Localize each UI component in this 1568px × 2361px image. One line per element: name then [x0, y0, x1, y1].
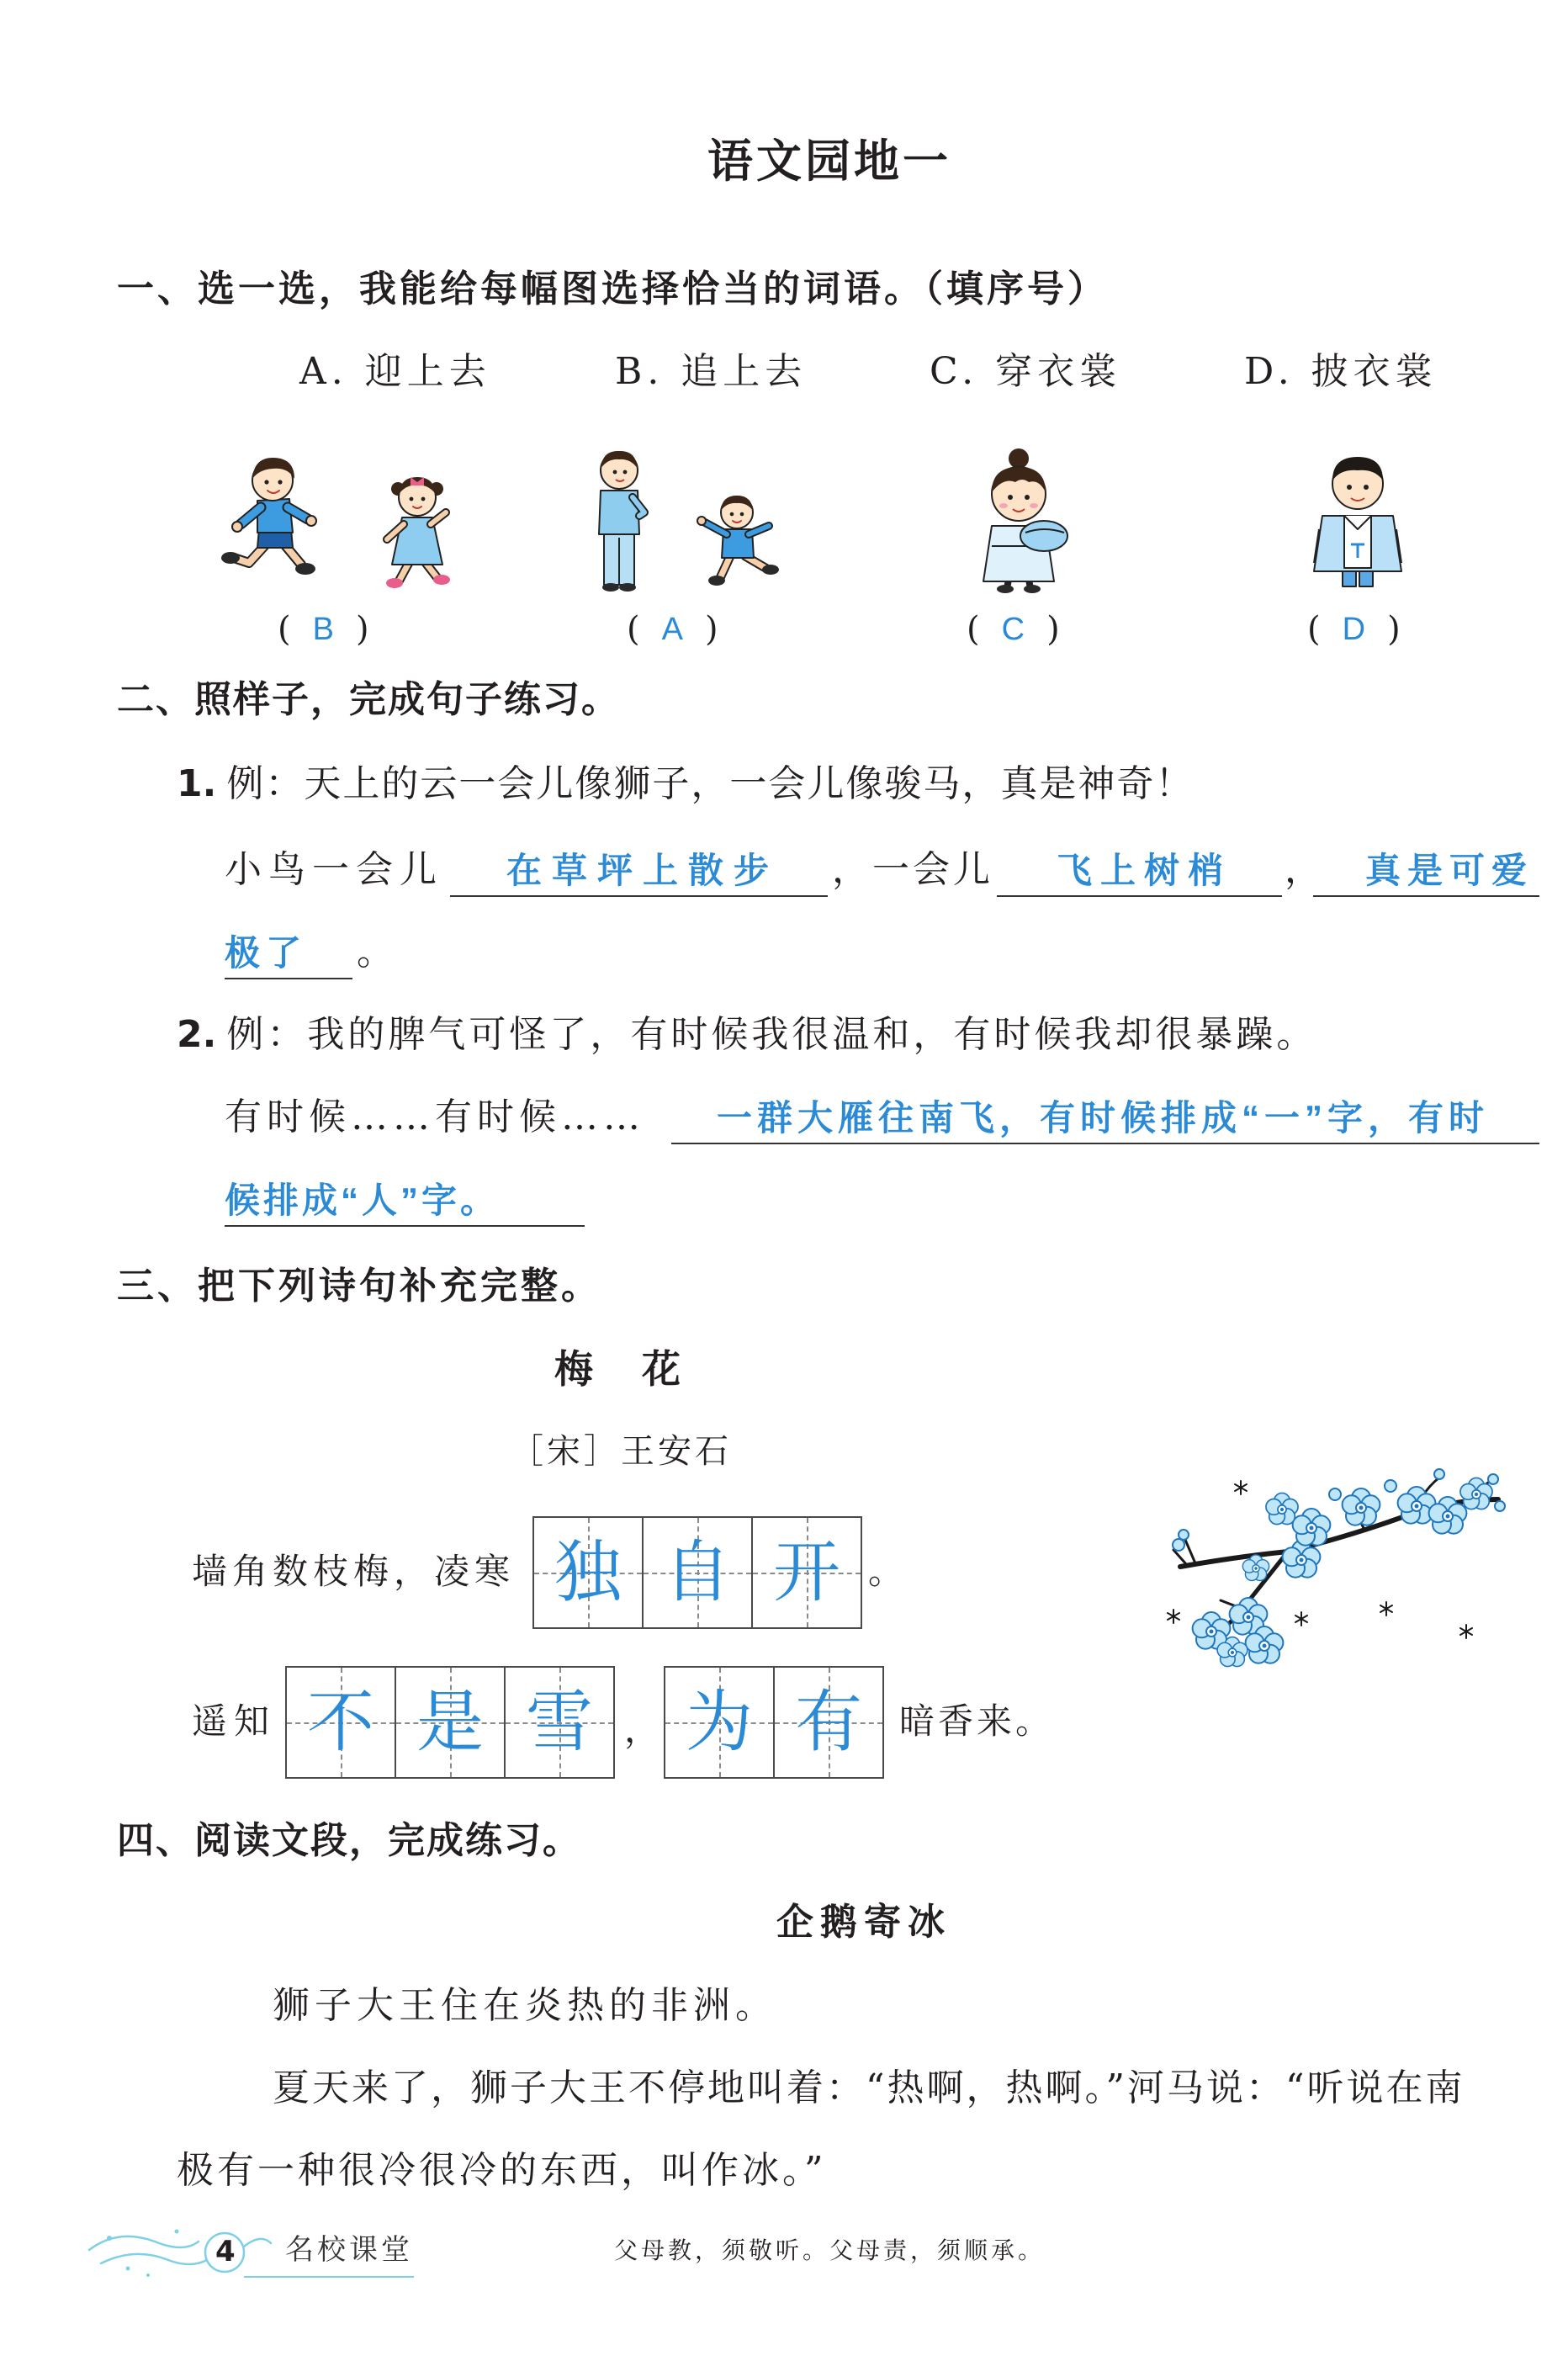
section1-heading: 一、选一选，我能给每幅图选择恰当的词语。（填序号） [117, 268, 1108, 310]
plum-flowers [1193, 1478, 1492, 1666]
poem-author: ［宋］王安石 [510, 1432, 732, 1471]
char-box [395, 1666, 506, 1779]
char-box-answer: 自 [664, 1535, 731, 1610]
section2-heading: 二、照样子，完成句子练习。 [117, 678, 620, 721]
option-d: D. 披衣裳 [1244, 350, 1438, 393]
answer-letter: C [1001, 612, 1025, 647]
item2-example-text: 例：我的脾气可怪了，有时候我很温和，有时候我却很暴躁。 [226, 1013, 1317, 1056]
running-kid [697, 496, 779, 586]
item2-blank [671, 1099, 1539, 1144]
item2-answer-line2: 候排成“人”字。 [225, 1180, 500, 1220]
clothes-bundle [1020, 521, 1067, 551]
item2-answer-line1: 一群大雁往南飞，有时候排成“一”字，有时 [717, 1098, 1490, 1138]
item1-blank2 [997, 852, 1282, 897]
answer-letter: B [312, 612, 334, 647]
char-box [773, 1666, 884, 1779]
footer-brand: 名校课堂 [285, 2233, 413, 2267]
page-number: 4 [215, 2235, 236, 2268]
char-box [664, 1666, 775, 1779]
option-c: C. 穿衣裳 [930, 350, 1122, 393]
paren-open: ( [967, 610, 980, 649]
item1-blank1 [450, 852, 828, 897]
paren-open: ( [278, 610, 291, 649]
char-box-answer: 独 [554, 1535, 622, 1610]
paren-close: ) [704, 610, 718, 649]
paren-open: ( [1307, 610, 1321, 649]
standing-person [599, 451, 644, 592]
option-b: B. 追上去 [615, 350, 808, 393]
picture4-answer [1307, 610, 1401, 649]
char-box [751, 1516, 862, 1629]
page-title: 语文园地一 [707, 135, 951, 188]
item1-comma: ， [1285, 848, 1322, 891]
char-box-answer: 是 [416, 1685, 484, 1759]
item2-example [177, 1013, 1317, 1056]
picture-boy-chasing-girl [222, 445, 451, 592]
poem-title: 梅 花 [554, 1346, 686, 1392]
item1-example-text: 例：天上的云一会儿像狮子，一会儿像骏马，真是神奇！ [226, 762, 1195, 805]
footer-motto: 父母教，须敬听。父母责，须顺承。 [614, 2236, 1046, 2264]
item1-blank3-continued [225, 934, 352, 979]
char-box [504, 1666, 615, 1779]
poem-line1-suffix: 。 [868, 1551, 904, 1592]
item1-example [177, 762, 1195, 805]
char-box [642, 1516, 753, 1629]
item1-answer2: 飞上树梢 [1057, 851, 1232, 890]
char-box [285, 1666, 396, 1779]
story-line-1: 狮子大王住在炎热的非洲。 [273, 1984, 777, 2027]
paren-close: ) [355, 610, 369, 649]
char-box [532, 1516, 644, 1629]
answer-letter: D [1342, 612, 1366, 647]
poem-line1-boxes [532, 1516, 862, 1629]
story-line-2: 夏天来了，狮子大王不停地叫着：“热啊，热啊。”河马说：“听说在南 [273, 2067, 1465, 2109]
char-box-answer: 开 [773, 1535, 840, 1610]
item1-answer3-line2: 极了 [225, 933, 308, 973]
char-box-answer: 为 [686, 1685, 753, 1759]
item1-answer1: 在草坪上散步 [506, 851, 780, 890]
answer-letter: A [661, 612, 683, 647]
char-box-answer: 不 [307, 1685, 374, 1759]
plum-blossom-illustration [1162, 1457, 1507, 1668]
picture-girl-with-clothes [967, 445, 1076, 592]
picture3-answer [967, 610, 1060, 649]
section3-heading: 三、把下列诗句补充完整。 [117, 1265, 601, 1308]
story-line-3: 极有一种很冷很冷的东西，叫作冰。” [177, 2149, 827, 2192]
running-boy [221, 458, 316, 575]
paren-close: ) [1387, 610, 1401, 649]
item2-number: 2. [177, 1013, 217, 1056]
poem-line1-prefix: 墙角数枝梅，凌寒 [192, 1551, 516, 1592]
item2-blank-continued [225, 1181, 585, 1227]
char-box-answer: 雪 [526, 1685, 593, 1759]
poem-line2-separator: ， [624, 1709, 660, 1750]
poem-line2-suffix: 暗香来。 [899, 1700, 1055, 1742]
running-girl [386, 477, 450, 588]
poem-line2-prefix: 遥知 [192, 1700, 277, 1742]
picture-kid-running-to-greet [592, 445, 787, 592]
poem-line2-boxes-b [664, 1666, 884, 1779]
item1-answer3-line1: 真是可爱 [1365, 851, 1534, 890]
picture2-answer [627, 610, 718, 649]
item1-end: 。 [357, 931, 394, 974]
picture1-answer [278, 610, 369, 649]
paren-open: ( [627, 610, 640, 649]
char-box-answer: 有 [795, 1685, 862, 1759]
item1-blank3 [1313, 852, 1539, 897]
item1-prefix: 小鸟一会儿 [225, 848, 443, 891]
story-title: 企鹅寄冰 [776, 1901, 951, 1944]
option-a: A. 迎上去 [299, 350, 491, 393]
poem-line2-boxes-a [285, 1666, 615, 1779]
section4-heading: 四、阅读文段，完成练习。 [117, 1819, 581, 1862]
picture-boy-with-coat [1307, 445, 1412, 592]
item2-prefix: 有时候……有时候…… [225, 1096, 645, 1138]
paren-close: ) [1046, 610, 1060, 649]
item1-number: 1. [177, 762, 217, 805]
item1-middle: ，一会儿 [832, 848, 993, 891]
